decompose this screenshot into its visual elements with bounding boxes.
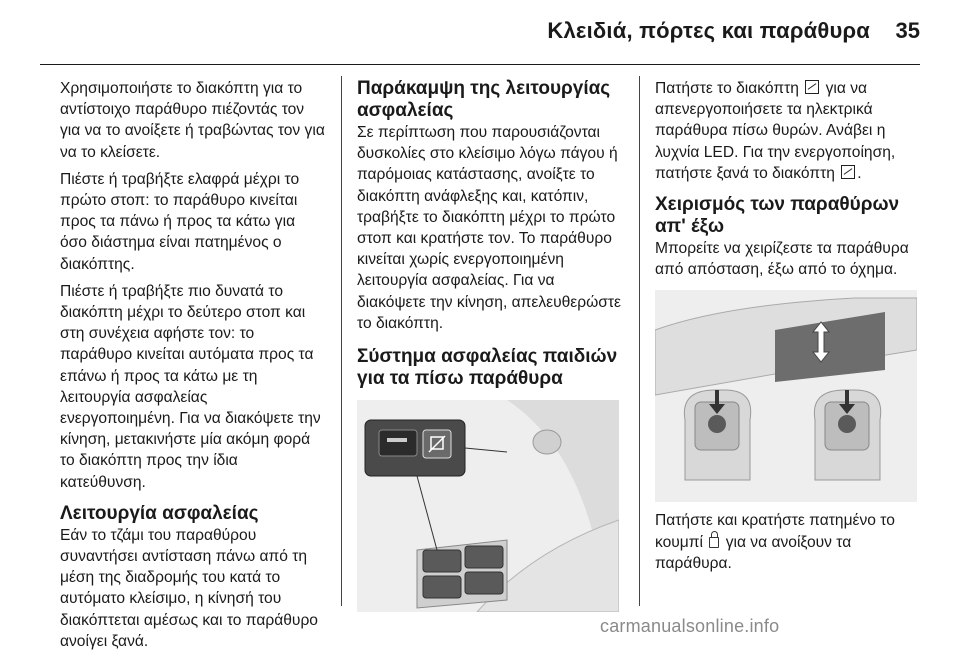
heading-remote-windows: Χειρισμός των παραθύρων απ' έξω (655, 194, 900, 238)
column-divider-2 (639, 76, 640, 606)
watermark: carmanualsonline.info (600, 616, 780, 636)
column-2 (357, 78, 622, 620)
header-divider (40, 64, 920, 65)
child-lock-text-c: . (857, 164, 862, 182)
child-lock-window-icon (805, 80, 819, 94)
heading-child-safety: Σύστημα ασφαλείας παιδιών για τα πίσω παράθυρα (357, 346, 618, 390)
remote-key-illustration (655, 290, 917, 502)
paragraph-override-safety: Σε περίπτωση που παρουσιάζονται δυσκολίες στο κλείσιμο λόγω πάγου ή παρόμοιας κατάστασης, ανοίξτε το διακόπτη ανάφλεξης και, κατόπιν, τραβήξτε το διακόπτη μέχρι το πρώτο στοπ και κρατήστε τον. Το παράθυρο κινείται χωρίς ενεργοποιημένη λειτουργία ασφαλείας. Για να διακόψετε την κίνηση, απελευθερώστε το διακόπτη. (357, 124, 622, 332)
heading-safety-function: Λειτουργία ασφαλείας (60, 502, 259, 524)
column-divider-1 (341, 76, 342, 606)
unlock-text-a: Πατήστε και κρατήστε πατημένο το κουμπί (655, 512, 895, 551)
page-title: Κλειδιά, πόρτες και παράθυρα (547, 18, 870, 43)
unlock-icon (709, 537, 719, 548)
paragraph-safety-function: Εάν το τζάμι του παραθύρου συναντήσει αντίσταση πάνω από τη μέση της διαδρομής του κατά το αυτόματο κλείσιμο, η κίνησή του διακόπτεται αμέσως και το παράθυρο ανοίγει ξανά. (60, 526, 318, 650)
paragraph-unlock-button (655, 510, 920, 574)
child-lock-text-a: Πατήστε το διακόπτη (655, 80, 799, 97)
child-lock-text-b: για να απενεργοποιήσετε τα ηλεκτρικά παράθυρα πίσω θυρών. Ανάβει η λυχνία LED. Για την ενεργοποίηση, πατήστε ξανά το διακόπτη (655, 80, 896, 182)
heading-override-safety: Παράκαμψη της λειτουργίας ασφαλείας (357, 78, 611, 121)
column-1 (60, 78, 325, 658)
paragraph-child-lock (655, 78, 920, 184)
paragraph-remote-windows: Μπορείτε να χειρίζεστε τα παράθυρα από απόσταση, έξω από το όχημα. (655, 240, 909, 279)
door-switch-illustration (357, 400, 619, 612)
child-lock-window-icon (841, 165, 855, 179)
column-3 (655, 78, 920, 580)
unlock-text-b: για να ανοίξουν τα παράθυρα. (655, 533, 852, 572)
paragraph-second-stop: Πιέστε ή τραβήξτε πιο δυνατά το διακόπτη μέχρι το δεύτερο στοπ και στη συνέχεια αφήστε τον: το παράθυρο κινείται αυτόματα προς τα επάνω ή προς τα κάτω με τη λειτουργία ασφαλείας ενεργοποιημένη. Για να διακόψετε την κίνηση, μετακινήστε μία ακόμη φορά το διακόπτη προς την ίδια κατεύθυνση. (60, 282, 321, 491)
paragraph-first-stop: Πιέστε ή τραβήξτε ελαφρά μέχρι το πρώτο στοπ: το παράθυρο κινείται προς τα πάνω ή προς τα κάτω για όσο διάστημα είναι πατημένος ο διακόπτης. (60, 170, 300, 273)
paragraph-usage: Χρησιμοποιήστε το διακόπτη για το αντίστοιχο παράθυρο πιέζοντάς τον για να το ανοίξετε ή τραβώντας τον για να το κλείσετε. (60, 80, 325, 161)
page-number: 35 (895, 18, 920, 43)
